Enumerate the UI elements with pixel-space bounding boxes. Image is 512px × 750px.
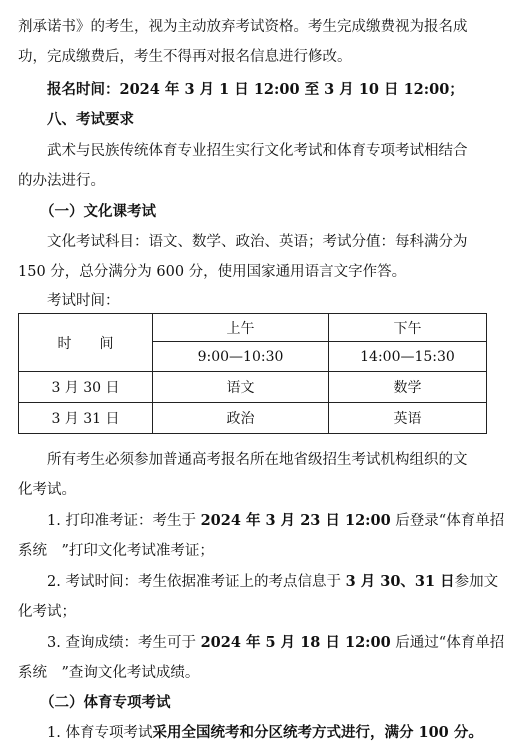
step-2-text-a: 2. 考试时间：考生依据准考证上的考点信息于: [47, 574, 346, 590]
section-8-para-line-1: 武术与民族传统体育专业招生实行文化考试和体育专项考试相结合: [47, 143, 468, 159]
exam-time-label: 考试时间：: [47, 293, 120, 309]
table-row: [19, 372, 487, 403]
step-3-line-1: [47, 633, 504, 653]
row-afternoon-subject: 英语: [329, 403, 487, 434]
step-2-line-1: [47, 572, 498, 592]
row-morning-subject: 政治: [153, 403, 329, 434]
intro-line-2: 功，完成缴费后，考生不得再对报名信息进行修改。: [18, 49, 352, 65]
step-1-text-c: 后登录“体育单招: [390, 513, 505, 529]
morning-header: 上午: [153, 314, 329, 342]
subjects-line-2: 150 分，总分满分为 600 分，使用国家通用语言文字作答。: [18, 264, 407, 280]
sports-item-1-text: 1. 体育专项考试: [47, 725, 153, 741]
morning-range: 9:00—10:30: [153, 342, 329, 372]
step-3-date: 2024 年 5 月 18 日 12:00: [200, 634, 391, 651]
sports-item-1-bold: 采用全国统考和分区统考方式进行，满分 100 分。: [152, 724, 483, 741]
afternoon-header: 下午: [329, 314, 487, 342]
note-line-1: 所有考生必须参加普通高考报名所在地省级招生考试机构组织的文: [47, 452, 468, 468]
schedule-header-row: [19, 314, 487, 342]
step-3-text-c: 后通过“体育单招: [390, 635, 505, 651]
step-1-line-2: 系统 ”打印文化考试准考证；: [18, 543, 214, 559]
step-3-text-a: 3. 查询成绩：考生可于: [47, 635, 201, 651]
row-afternoon-subject: 数学: [329, 372, 487, 403]
step-2-text-c: 参加文: [454, 574, 499, 590]
section-8-heading: 八、考试要求: [47, 111, 134, 128]
step-1-text-a: 1. 打印准考证：考生于: [47, 513, 201, 529]
sports-item-1: [47, 723, 483, 743]
table-row: [19, 403, 487, 434]
row-morning-subject: 语文: [153, 372, 329, 403]
step-1-date: 2024 年 3 月 23 日 12:00: [200, 512, 391, 529]
step-3-line-2: 系统 ”查询文化考试成绩。: [18, 665, 200, 681]
sports-exam-heading: （二）体育专项考试: [40, 694, 171, 711]
afternoon-range: 14:00—15:30: [329, 342, 487, 372]
step-1-line-1: [47, 511, 504, 531]
note-line-2: 化考试。: [18, 482, 76, 498]
subjects-line-1: 文化考试科目：语文、数学、政治、英语；考试分值：每科满分为: [47, 234, 468, 250]
intro-line-1: 剂承诺书》的考生，视为主动放弃考试资格。考生完成缴费视为报名成: [18, 19, 468, 35]
exam-schedule-table: [18, 313, 487, 434]
row-date: 3 月 31 日: [19, 403, 153, 434]
step-2-date: 3 月 30、31 日: [345, 573, 455, 590]
time-header-cell: 时 间: [19, 314, 153, 372]
step-2-line-2: 化考试；: [18, 604, 76, 620]
registration-time: 报名时间：2024 年 3 月 1 日 12:00 至 3 月 10 日 12:00；: [47, 81, 464, 98]
section-8-para-line-2: 的办法进行。: [18, 173, 105, 189]
culture-exam-heading: （一）文化课考试: [40, 203, 156, 220]
row-date: 3 月 30 日: [19, 372, 153, 403]
